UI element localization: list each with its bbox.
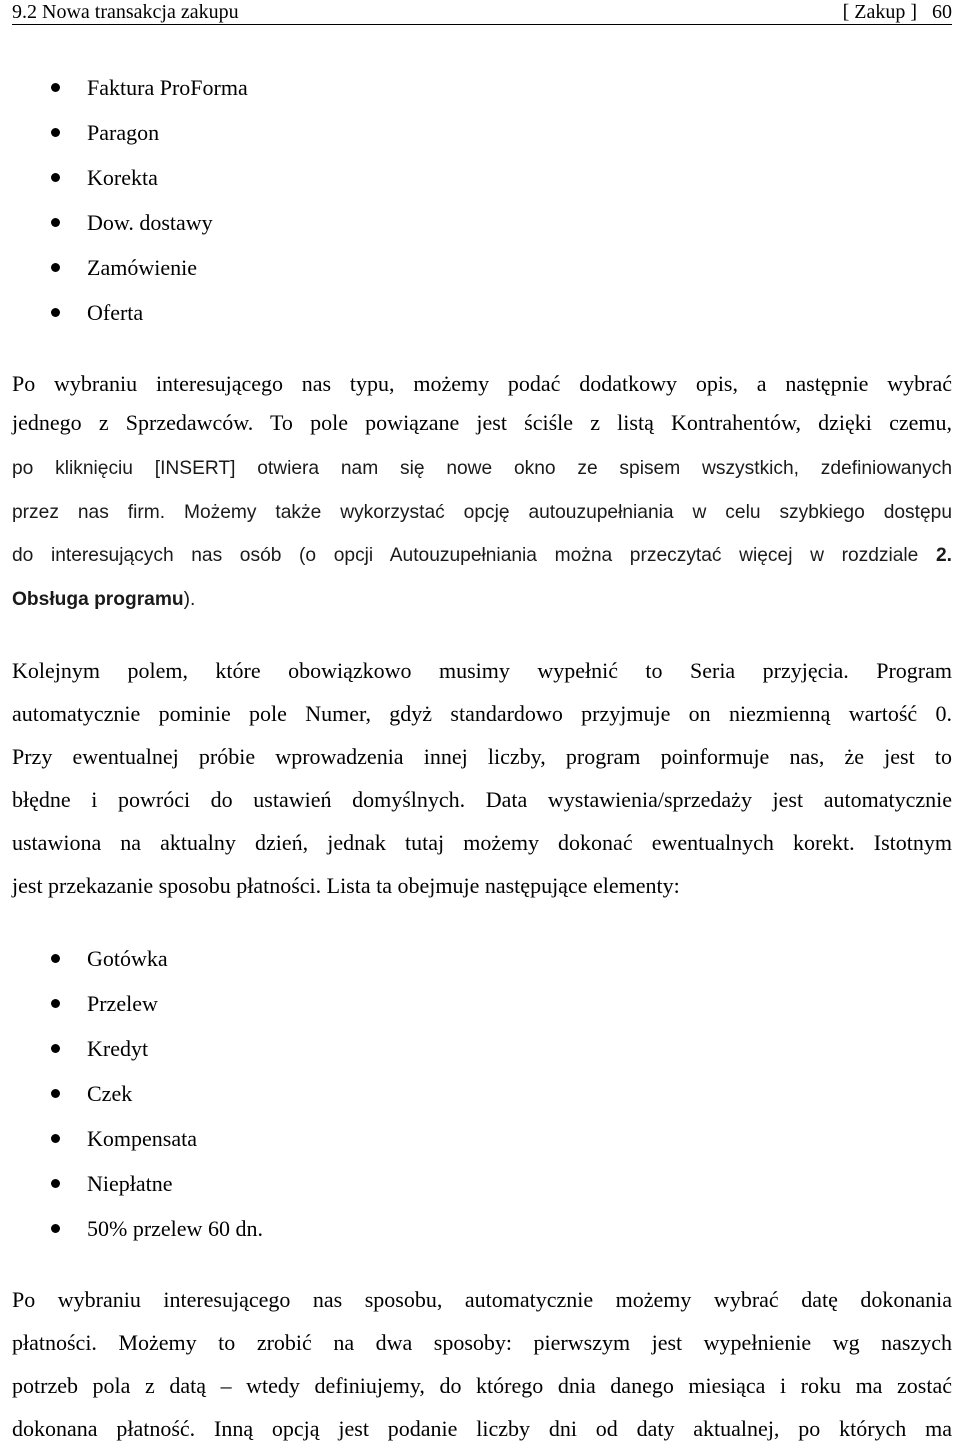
paragraph-series (12, 649, 952, 907)
list-item: Zamówienie (0, 245, 248, 290)
bullet-icon (51, 128, 60, 137)
text-line: przez nas firm. Możemy także wykorzystać opcję autouzupełniania w celu szybkiego dostępu (12, 501, 952, 523)
paragraph-seller-cont (12, 447, 952, 621)
bullet-icon (51, 173, 60, 182)
bullet-icon (51, 1224, 60, 1233)
document-type-list (0, 65, 248, 335)
text-line: Po wybraniu interesującego nas typu, możemy podać dodatkowy opis, a następnie wybrać (12, 371, 952, 396)
paragraph-payment-date (12, 1278, 952, 1450)
text-line: potrzeb pola z datą – wtedy definiujemy, do którego dnia danego miesiąca i roku ma zostać (12, 1373, 952, 1398)
list-item: Dow. dostawy (0, 200, 248, 245)
text-line: po kliknięciu [INSERT] otwiera nam się nowe okno ze spisem wszystkich, zdefiniowanych (12, 458, 952, 479)
bullet-icon (51, 308, 60, 317)
bullet-icon (51, 263, 60, 272)
section-title: 9.2 Nowa transakcja zakupu (12, 1, 239, 23)
bullet-icon (51, 1179, 60, 1188)
list-item: Czek (0, 1071, 263, 1116)
text-line: błędne i powróci do ustawień domyślnych. Data wystawienia/sprzedaży jest automatycznie (12, 787, 952, 812)
bullet-icon (51, 1134, 60, 1143)
page-info (843, 0, 952, 24)
text-line: do interesujących nas osób (o opcji Autouzupełniania można przeczytać więcej w rozdziale 2. (12, 545, 952, 566)
list-item: Paragon (0, 110, 248, 155)
text-line: dokonana płatność. Inną opcją jest podanie liczby dni od daty aktualnej, po których ma (12, 1416, 952, 1441)
text-line: płatności. Możemy to zrobić na dwa sposoby: pierwszym jest wypełnienie wg naszych (12, 1330, 952, 1355)
bullet-icon (51, 954, 60, 963)
bullet-icon (51, 1044, 60, 1053)
list-item: Kompensata (0, 1116, 263, 1161)
text-line: automatycznie pominie pole Numer, gdyż standardowo przyjmuje on niezmienną wartość 0. (12, 701, 952, 726)
text-line: Po wybraniu interesującego nas sposobu, automatycznie możemy wybrać datę dokonania (12, 1287, 952, 1312)
list-item: Niepłatne (0, 1161, 263, 1206)
bullet-icon (51, 999, 60, 1008)
text-line: Obsługa programu). (12, 588, 196, 610)
payment-method-list (0, 936, 263, 1251)
list-item: Faktura ProForma (0, 65, 248, 110)
bullet-icon (51, 83, 60, 92)
list-item: Oferta (0, 290, 248, 335)
list-item: 50% przelew 60 dn. (0, 1206, 263, 1251)
bullet-icon (51, 1089, 60, 1098)
text-line: Przy ewentualnej próbie wprowadzenia innej liczby, program poinformuje nas, że jest to (12, 744, 952, 769)
text-line: jednego z Sprzedawców. To pole powiązane jest ściśle z listą Kontrahentów, dzięki czemu, (12, 410, 952, 435)
list-item: Gotówka (0, 936, 263, 981)
text-line: ustawiona na aktualny dzień, jednak tutaj możemy dokonać ewentualnych korekt. Istotnym (12, 830, 952, 855)
paragraph-seller (12, 362, 952, 444)
chapter-label: [ Zakup ] (842, 1, 917, 23)
page-number: 60 (932, 1, 952, 23)
page-header (12, 0, 952, 25)
list-item: Przelew (0, 981, 263, 1026)
bullet-icon (51, 218, 60, 227)
text-line: Kolejnym polem, które obowiązkowo musimy wypełnić to Seria przyjęcia. Program (12, 658, 952, 683)
text-line: jest przekazanie sposobu płatności. Lista ta obejmuje następujące elementy: (12, 873, 680, 898)
list-item: Korekta (0, 155, 248, 200)
list-item: Kredyt (0, 1026, 263, 1071)
